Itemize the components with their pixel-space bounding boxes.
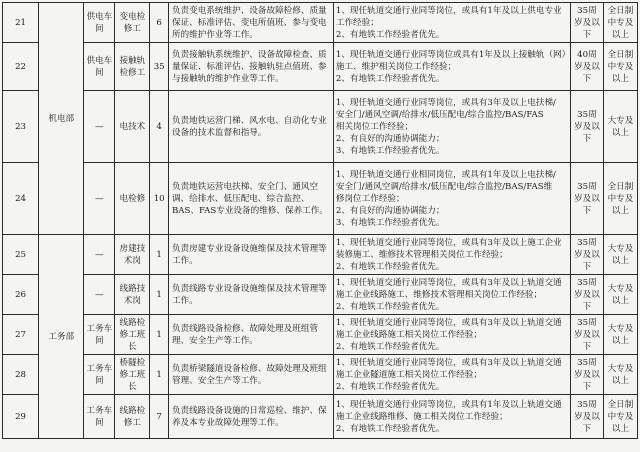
age-cell: 40周岁及以下 [570, 43, 603, 91]
requirement-line: 2、有地铁工作经验者优先。 [335, 73, 445, 84]
row-number: 26 [3, 275, 39, 315]
post-cell: 线路检修工班长 [115, 315, 150, 355]
responsibility-cell: 负责线路设备设施的日常巡检、维护、保养及本专业故障处理等工作。 [168, 395, 333, 439]
team-cell: — [84, 275, 115, 315]
post-cell: 变电检修工 [115, 3, 150, 43]
requirement-line: 2、有地铁工作经验者优先。 [335, 341, 445, 352]
table-row [3, 43, 638, 91]
education-cell: 大专及以上 [603, 275, 637, 315]
requirement-line: 1、现任轨道交通行业同等岗位，或具有3年及以上电扶梯/ [335, 97, 556, 108]
row-number: 24 [3, 163, 39, 235]
requirement-line: 2、有地铁工作经验者优先。 [335, 301, 445, 312]
requirement-line: 1、现任轨道交通行业同等岗位，或具有3年及以上轨道交通施工企业线路施工、维修技术管理相关岗位工作经验； [335, 277, 562, 300]
age-cell: 35周岁及以下 [570, 3, 603, 43]
responsibility-cell: 负责桥梁隧道设备检修、故障处理及班组管理、安全生产等工作。 [168, 355, 333, 395]
team-cell: 工务车间 [84, 315, 115, 355]
requirement-cell [333, 355, 570, 395]
headcount-cell: 35 [150, 43, 169, 91]
row-number: 25 [3, 235, 39, 275]
requirement-line: 1、现任轨道交通行业同等岗位或具有1年及以上接触轨（网）施工、维护相关岗位工作经验； [335, 49, 566, 72]
post-cell: 线路技术岗 [115, 275, 150, 315]
post-cell: 桥隧检修工班长 [115, 355, 150, 395]
age-cell: 35周岁及以下 [570, 235, 603, 275]
headcount-cell: 6 [150, 3, 169, 43]
age-cell: 35周岁及以下 [570, 163, 603, 235]
requirement-line: 1、现任轨道交通行业同等岗位，或具有1年及以上轨道交通施工企业线路维修、施工相关岗位工作经验； [335, 399, 562, 422]
education-cell: 大专及以上 [603, 315, 637, 355]
headcount-cell: 1 [150, 275, 169, 315]
team-cell: — [84, 91, 115, 163]
education-cell: 全日制中专及以上 [603, 163, 637, 235]
responsibility-cell: 负责接触轨系统维护、设备故障检查、质量保证、标准评估、接触轨驻点值班、参与接触轨的维护作业等工作。 [168, 43, 333, 91]
table-row [3, 275, 638, 315]
post-cell: 电检修 [115, 163, 150, 235]
table-row [3, 315, 638, 355]
age-cell: 35周岁及以下 [570, 395, 603, 439]
table-row [3, 91, 638, 163]
age-cell: 35周岁及以下 [570, 355, 603, 395]
requirement-cell [333, 315, 570, 355]
team-cell: 供电车间 [84, 43, 115, 91]
team-cell: 工务车间 [84, 355, 115, 395]
post-cell: 电技术 [115, 91, 150, 163]
responsibility-cell: 负责线路专业设备设施维保及技术管理等工作。 [168, 275, 333, 315]
requirement-line: 3、有地铁工作经验者优先。 [335, 217, 445, 228]
team-cell: 工务车间 [84, 395, 115, 439]
headcount-cell: 1 [150, 355, 169, 395]
education-cell: 大专及以上 [603, 91, 637, 163]
requirement-line: 相关岗位工作经验； [335, 121, 414, 132]
requirement-cell [333, 3, 570, 43]
education-cell: 全日制中专及以上 [603, 43, 637, 91]
post-cell: 线路检修工 [115, 395, 150, 439]
team-cell: — [84, 163, 115, 235]
age-cell: 35周岁及以下 [570, 315, 603, 355]
requirement-line: 2、有地铁工作经验者优先。 [335, 261, 445, 272]
requirement-line: 1、现任轨道交通行业同等岗位，或具有3年及以上施工企业装修施工、维修技术管理相关岗位工作经验； [335, 237, 562, 260]
headcount-cell: 1 [150, 315, 169, 355]
post-cell: 接触轨检修工 [115, 43, 150, 91]
row-number: 22 [3, 43, 39, 91]
requirement-cell [333, 235, 570, 275]
requirement-cell [333, 91, 570, 163]
table-row [3, 395, 638, 439]
responsibility-cell: 负责地铁运营门梯、风水电、自动化专业设备的技术监督和指导。 [168, 91, 333, 163]
education-cell: 全日制中专及以上 [603, 395, 637, 439]
requirement-cell [333, 43, 570, 91]
recruitment-table [2, 2, 638, 439]
responsibility-cell: 负责房建专业设备设施维保及技术管理等工作。 [168, 235, 333, 275]
headcount-cell: 4 [150, 91, 169, 163]
education-cell: 大专及以上 [603, 235, 637, 275]
requirement-cell [333, 395, 570, 439]
requirement-line: 1、现任轨道交通行业同等岗位，或具有1年及以上供电专业工作经验； [335, 5, 562, 28]
responsibility-cell: 负责变电系统维护、设备故障检修、质量保证、标准评估、变电所值班、参与变电所的维护作业等工作。 [168, 3, 333, 43]
row-number: 28 [3, 355, 39, 395]
age-cell: 35周岁及以下 [570, 275, 603, 315]
requirement-line: 安全门/通风空调/给排水/低压配电/综合监控/BAS/FAS [335, 109, 544, 120]
requirement-line: 2、有地铁工作经验者优先。 [335, 29, 445, 40]
department-cell: 工务部 [39, 235, 84, 439]
team-cell: — [84, 235, 115, 275]
row-number: 27 [3, 315, 39, 355]
headcount-cell: 7 [150, 395, 169, 439]
education-cell: 大专及以上 [603, 355, 637, 395]
requirement-line: 2、有良好的沟通协调能力； [335, 133, 445, 144]
requirement-line: 1、现任轨道交通行业同等岗位，或具有3年及以上轨道交通施工企业线路施工相关岗位工作经验； [335, 317, 562, 340]
responsibility-cell: 负责线路设备检修、故障处理及班组管理、安全生产等工作。 [168, 315, 333, 355]
row-number: 23 [3, 91, 39, 163]
row-number: 29 [3, 395, 39, 439]
requirement-line: 1、现任轨道交通行业相同岗位，或具有1年及以上电扶梯/ [335, 169, 556, 180]
requirement-line: 2、有地铁工作经验者优先。 [335, 423, 445, 434]
age-cell: 35周岁及以下 [570, 91, 603, 163]
headcount-cell: 1 [150, 235, 169, 275]
requirement-line: 安全门/通风空调/给排水/低压配电/综合监控/BAS/FAS维 [335, 181, 553, 192]
education-cell: 全日制中专及以上 [603, 3, 637, 43]
requirement-cell [333, 163, 570, 235]
table-row [3, 235, 638, 275]
requirement-cell [333, 275, 570, 315]
table-row [3, 163, 638, 235]
table-row [3, 355, 638, 395]
team-cell: 供电车间 [84, 3, 115, 43]
responsibility-cell: 负责地铁运营电扶梯、安全门、通风空调、给排水、低压配电、综合监控、BAS、FAS专业设备的维修、保养工作。 [168, 163, 333, 235]
requirement-line: 修岗位工作经验； [335, 193, 405, 204]
department-cell: 机电部 [39, 3, 84, 235]
table-row [3, 3, 638, 43]
requirement-line: 2、有良好的沟通协调能力； [335, 205, 445, 216]
requirement-line: 1、现任轨道交通行业同等岗位，或具有3年及以上轨道交通施工企业隧道施工相关岗位工作经验； [335, 357, 562, 380]
row-number: 21 [3, 3, 39, 43]
requirement-line: 3、有地铁工作经验者优先。 [335, 145, 445, 156]
post-cell: 房建技术岗 [115, 235, 150, 275]
requirement-line: 2、有地铁工作经验者优先。 [335, 381, 445, 392]
headcount-cell: 10 [150, 163, 169, 235]
